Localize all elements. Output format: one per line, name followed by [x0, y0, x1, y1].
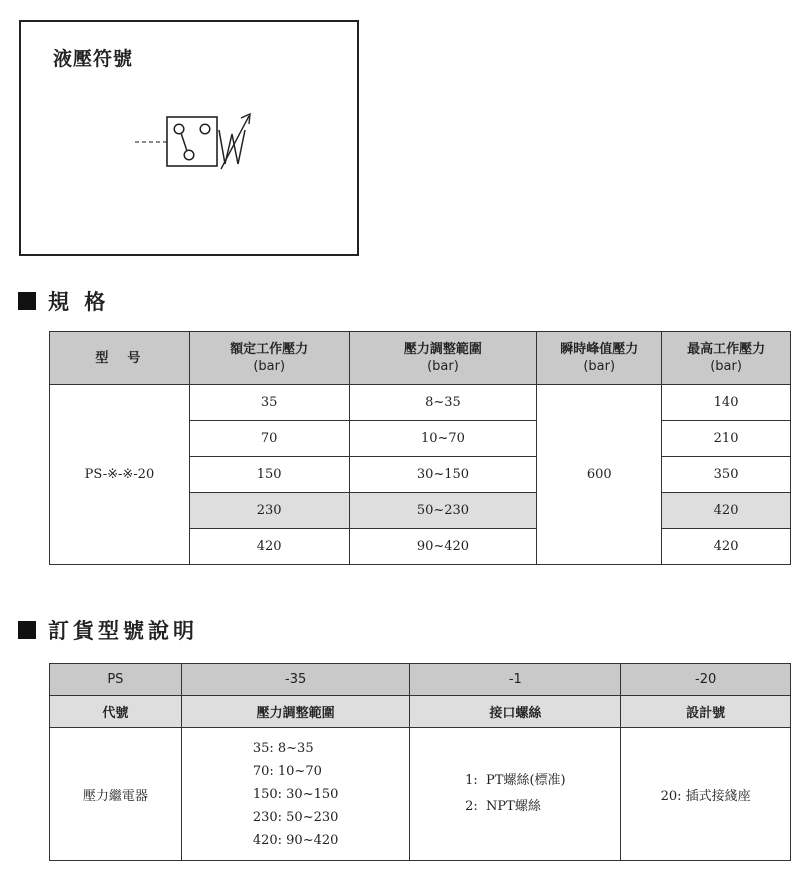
spec-max-cell: 420 — [662, 493, 791, 529]
code-design-cell: -20 — [621, 664, 791, 696]
spec-header-rated — [189, 332, 349, 385]
code-range-cell: -35 — [181, 664, 410, 696]
spec-max-cell: 140 — [662, 385, 791, 421]
symbol-title: 液壓符號 — [53, 48, 134, 70]
spec-max-cell: 420 — [662, 529, 791, 565]
square-bullet-icon — [18, 621, 36, 639]
spec-model-cell: PS-※-※-20 — [50, 385, 190, 565]
code-thread-cell: -1 — [410, 664, 621, 696]
label-code-cell: 代號 — [50, 696, 182, 728]
spec-range-cell: 8~35 — [349, 385, 537, 421]
spec-header-max — [662, 332, 791, 385]
list-item: 70: 10~70 — [252, 763, 322, 779]
list-item: 35: 8~35 — [252, 740, 314, 756]
list-item: 2: NPT螺絲 — [465, 799, 541, 814]
spec-rated-cell: 150 — [189, 457, 349, 493]
code-prefix-cell: PS — [50, 664, 182, 696]
thread-options-cell — [410, 728, 621, 861]
list-item: 1: PT螺絲(標准) — [465, 773, 566, 788]
spec-title: 規 格 — [48, 290, 110, 314]
product-name-cell: 壓力繼電器 — [50, 728, 182, 861]
spec-header-model — [50, 332, 190, 385]
list-item: 150: 30~150 — [252, 786, 339, 802]
spec-max-cell: 210 — [662, 421, 791, 457]
spec-range-cell: 50~230 — [349, 493, 537, 529]
spec-header-rated-label: 額定工作壓力 — [230, 342, 309, 357]
spec-range-cell: 10~70 — [349, 421, 537, 457]
spec-range-cell: 30~150 — [349, 457, 537, 493]
spec-header-model-label: 型 号 — [95, 350, 144, 366]
range-options-cell — [181, 728, 410, 861]
spec-header-max-unit: (bar) — [710, 359, 742, 374]
spec-rated-cell: 70 — [189, 421, 349, 457]
spec-rated-cell: 35 — [189, 385, 349, 421]
design-option-cell: 20: 插式接綫座 — [621, 728, 791, 861]
spec-range-cell: 90~420 — [349, 529, 537, 565]
spec-rated-cell: 420 — [189, 529, 349, 565]
square-bullet-icon — [18, 292, 36, 310]
spec-rated-cell: 230 — [189, 493, 349, 529]
spec-header-range-label: 壓力調整範圍 — [403, 342, 482, 357]
spec-header-rated-unit: (bar) — [253, 359, 286, 374]
order-section-title — [18, 615, 198, 645]
table-row — [50, 385, 791, 421]
spec-header-peak-unit: (bar) — [583, 359, 616, 374]
spec-header-range-unit: (bar) — [427, 359, 459, 374]
label-design-cell: 設計號 — [621, 696, 791, 728]
spec-header-range — [349, 332, 537, 385]
spec-header-max-label: 最高工作壓力 — [687, 342, 766, 357]
list-item: 420: 90~420 — [252, 832, 339, 848]
range-options-list — [253, 737, 339, 852]
spec-header-peak-label: 瞬時峰值壓力 — [560, 342, 639, 357]
spec-header-peak — [537, 332, 662, 385]
label-thread-cell: 接口螺絲 — [410, 696, 621, 728]
spec-section-title — [18, 286, 109, 316]
spec-peak-cell: 600 — [537, 385, 662, 565]
order-title: 訂貨型號說明 — [48, 619, 198, 643]
spec-max-cell: 350 — [662, 457, 791, 493]
spec-table — [49, 331, 791, 565]
pressure-switch-symbol-icon — [133, 110, 283, 180]
thread-options-list — [465, 768, 565, 820]
list-item: 230: 50~230 — [252, 809, 339, 825]
order-code-table — [49, 663, 791, 861]
hydraulic-symbol-panel — [19, 20, 359, 256]
label-range-cell: 壓力調整範圍 — [181, 696, 410, 728]
